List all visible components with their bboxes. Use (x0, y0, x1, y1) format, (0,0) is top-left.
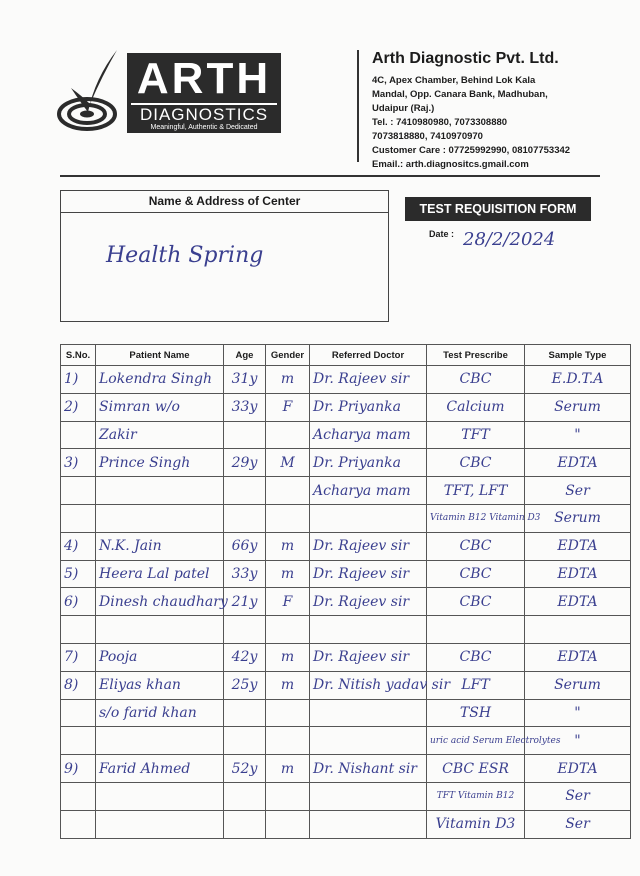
cell-patient-name: Pooja (96, 643, 224, 671)
column-header-sample-type: Sample Type (525, 345, 631, 366)
cell-gender: M (266, 449, 310, 477)
telephone: Tel. : 7410980980, 7073308880 (372, 117, 508, 128)
cell-patient-name (96, 504, 224, 532)
cell-gender (266, 504, 310, 532)
cell-referred-doctor: Dr. Priyanka (310, 393, 427, 421)
cell-referred-doctor: Acharya mam (310, 421, 427, 449)
table-row (61, 616, 631, 644)
cell-age: 29y (224, 449, 266, 477)
cell-age (224, 477, 266, 505)
table-row (61, 366, 631, 394)
cell-test-prescribe: CBC (427, 588, 525, 616)
cell-gender (266, 477, 310, 505)
cell-patient-name (96, 810, 224, 838)
cell-sample-type: Ser (525, 477, 631, 505)
cell-test-prescribe: TFT (427, 421, 525, 449)
cell-referred-doctor: Dr. Priyanka (310, 449, 427, 477)
cell-referred-doctor (310, 810, 427, 838)
cell-referred-doctor: Dr. Nishant sir (310, 755, 427, 783)
cell-age (224, 810, 266, 838)
center-box (60, 190, 389, 322)
cell-patient-name: s/o farid khan (96, 699, 224, 727)
cell-sno: 5) (61, 560, 96, 588)
cell-age: 25y (224, 671, 266, 699)
cell-test-prescribe: Vitamin D3 (427, 810, 525, 838)
cell-sample-type: EDTA (525, 588, 631, 616)
cell-patient-name (96, 782, 224, 810)
column-header-age: Age (224, 345, 266, 366)
cell-sample-type (525, 616, 631, 644)
cell-gender: F (266, 588, 310, 616)
cell-test-prescribe: CBC (427, 449, 525, 477)
cell-test-prescribe (427, 616, 525, 644)
table-row (61, 393, 631, 421)
cell-age (224, 616, 266, 644)
email: Email.: arth.diagnositcs.gmail.com (372, 159, 529, 170)
cell-test-prescribe: LFT (427, 671, 525, 699)
company-name: Arth Diagnostic Pvt. Ltd. (372, 50, 559, 67)
cell-patient-name: N.K. Jain (96, 532, 224, 560)
target-check-logo-icon (57, 48, 127, 140)
cell-patient-name: Dinesh chaudhary (96, 588, 224, 616)
cell-test-prescribe: Calcium (427, 393, 525, 421)
cell-sno (61, 504, 96, 532)
table-row (61, 449, 631, 477)
cell-test-prescribe: CBC (427, 366, 525, 394)
cell-sno (61, 477, 96, 505)
cell-sno (61, 421, 96, 449)
column-header-sno: S.No. (61, 345, 96, 366)
cell-age (224, 727, 266, 755)
cell-gender (266, 782, 310, 810)
cell-referred-doctor (310, 504, 427, 532)
cell-patient-name: Farid Ahmed (96, 755, 224, 783)
cell-sample-type: Serum (525, 671, 631, 699)
company-logo (57, 48, 282, 140)
date-label: Date : (429, 229, 455, 239)
cell-age: 42y (224, 643, 266, 671)
cell-referred-doctor: Dr. Rajeev sir (310, 366, 427, 394)
table-row (61, 699, 631, 727)
form-title: TEST REQUISITION FORM (405, 197, 591, 221)
table-header-row (61, 345, 631, 366)
table-row (61, 755, 631, 783)
cell-patient-name: Eliyas khan (96, 671, 224, 699)
cell-referred-doctor (310, 727, 427, 755)
cell-test-prescribe: CBC (427, 560, 525, 588)
table-row (61, 727, 631, 755)
column-header-test-prescribe: Test Prescribe (427, 345, 525, 366)
table-row (61, 421, 631, 449)
cell-gender (266, 810, 310, 838)
cell-sno (61, 810, 96, 838)
cell-test-prescribe: TSH (427, 699, 525, 727)
address-line: Udaipur (Raj.) (372, 103, 435, 114)
company-info (372, 50, 622, 172)
cell-patient-name: Lokendra Singh (96, 366, 224, 394)
cell-test-prescribe: CBC ESR (427, 755, 525, 783)
cell-sample-type: " (525, 421, 631, 449)
cell-gender: m (266, 643, 310, 671)
center-name: Health Spring (106, 243, 264, 268)
cell-sno: 7) (61, 643, 96, 671)
cell-patient-name (96, 727, 224, 755)
cell-age (224, 421, 266, 449)
cell-gender: m (266, 532, 310, 560)
cell-sno: 8) (61, 671, 96, 699)
cell-test-prescribe: CBC (427, 532, 525, 560)
cell-sno (61, 782, 96, 810)
cell-referred-doctor: Dr. Rajeev sir (310, 643, 427, 671)
cell-patient-name (96, 616, 224, 644)
cell-patient-name: Prince Singh (96, 449, 224, 477)
table-row (61, 532, 631, 560)
cell-sno: 1) (61, 366, 96, 394)
cell-sample-type: EDTA (525, 532, 631, 560)
cell-sample-type: EDTA (525, 755, 631, 783)
cell-age (224, 782, 266, 810)
table-row (61, 588, 631, 616)
cell-gender (266, 727, 310, 755)
cell-age: 33y (224, 393, 266, 421)
logo-brand: ARTH (136, 54, 272, 103)
cell-age (224, 504, 266, 532)
cell-age: 52y (224, 755, 266, 783)
cell-age: 31y (224, 366, 266, 394)
cell-referred-doctor (310, 616, 427, 644)
column-header-referred-doctor: Referred Doctor (310, 345, 427, 366)
table-row (61, 560, 631, 588)
cell-sample-type: Ser (525, 782, 631, 810)
cell-referred-doctor: Dr. Rajeev sir (310, 532, 427, 560)
table-row (61, 477, 631, 505)
cell-sno (61, 616, 96, 644)
cell-sample-type: EDTA (525, 449, 631, 477)
cell-referred-doctor (310, 782, 427, 810)
cell-age (224, 699, 266, 727)
cell-sno: 2) (61, 393, 96, 421)
cell-age: 66y (224, 532, 266, 560)
cell-gender: m (266, 671, 310, 699)
table-row (61, 810, 631, 838)
column-header-patient-name: Patient Name (96, 345, 224, 366)
cell-gender (266, 616, 310, 644)
cell-test-prescribe: Vitamin B12 Vitamin D3 (427, 504, 525, 532)
center-heading: Name & Address of Center (61, 191, 388, 213)
logo-wordmark (127, 53, 281, 133)
cell-age: 33y (224, 560, 266, 588)
table-row (61, 782, 631, 810)
logo-subtitle: DIAGNOSTICS (131, 103, 277, 125)
cell-sample-type: EDTA (525, 560, 631, 588)
cell-referred-doctor: Dr. Rajeev sir (310, 588, 427, 616)
telephone-2: 7073818880, 7410970970 (372, 131, 483, 142)
cell-test-prescribe: uric acid Serum Electrolytes (427, 727, 525, 755)
customer-care: Customer Care : 07725992990, 08107753342 (372, 145, 571, 156)
cell-referred-doctor (310, 699, 427, 727)
cell-sno: 6) (61, 588, 96, 616)
cell-age: 21y (224, 588, 266, 616)
table-row (61, 504, 631, 532)
header-divider (357, 50, 359, 162)
cell-sno: 3) (61, 449, 96, 477)
date-value: 28/2/2024 (463, 229, 556, 250)
address-line: Mandal, Opp. Canara Bank, Madhuban, (372, 89, 548, 100)
table-body (61, 366, 631, 839)
cell-sample-type: " (525, 727, 631, 755)
header-rule (60, 175, 600, 177)
cell-sample-type: Serum (525, 393, 631, 421)
cell-referred-doctor: Dr. Rajeev sir (310, 560, 427, 588)
cell-gender (266, 421, 310, 449)
table-row (61, 671, 631, 699)
cell-gender: m (266, 560, 310, 588)
column-header-gender: Gender (266, 345, 310, 366)
cell-sample-type: Ser (525, 810, 631, 838)
patient-table (60, 344, 631, 839)
cell-patient-name (96, 477, 224, 505)
cell-patient-name: Heera Lal patel (96, 560, 224, 588)
cell-sno: 4) (61, 532, 96, 560)
cell-sno: 9) (61, 755, 96, 783)
cell-referred-doctor: Dr. Nitish yadav sir (310, 671, 427, 699)
cell-test-prescribe: CBC (427, 643, 525, 671)
cell-gender: m (266, 366, 310, 394)
cell-test-prescribe: TFT, LFT (427, 477, 525, 505)
logo-tagline: Meaningful, Authentic & Dedicated (150, 124, 258, 131)
cell-referred-doctor: Acharya mam (310, 477, 427, 505)
cell-test-prescribe: TFT Vitamin B12 (427, 782, 525, 810)
cell-gender (266, 699, 310, 727)
cell-sample-type: EDTA (525, 643, 631, 671)
cell-sample-type: Serum (525, 504, 631, 532)
cell-patient-name: Simran w/o (96, 393, 224, 421)
table-row (61, 643, 631, 671)
cell-sno (61, 727, 96, 755)
cell-gender: F (266, 393, 310, 421)
cell-gender: m (266, 755, 310, 783)
cell-sample-type: " (525, 699, 631, 727)
cell-patient-name: Zakir (96, 421, 224, 449)
cell-sample-type: E.D.T.A (525, 366, 631, 394)
cell-sno (61, 699, 96, 727)
address-line: 4C, Apex Chamber, Behind Lok Kala (372, 75, 536, 86)
